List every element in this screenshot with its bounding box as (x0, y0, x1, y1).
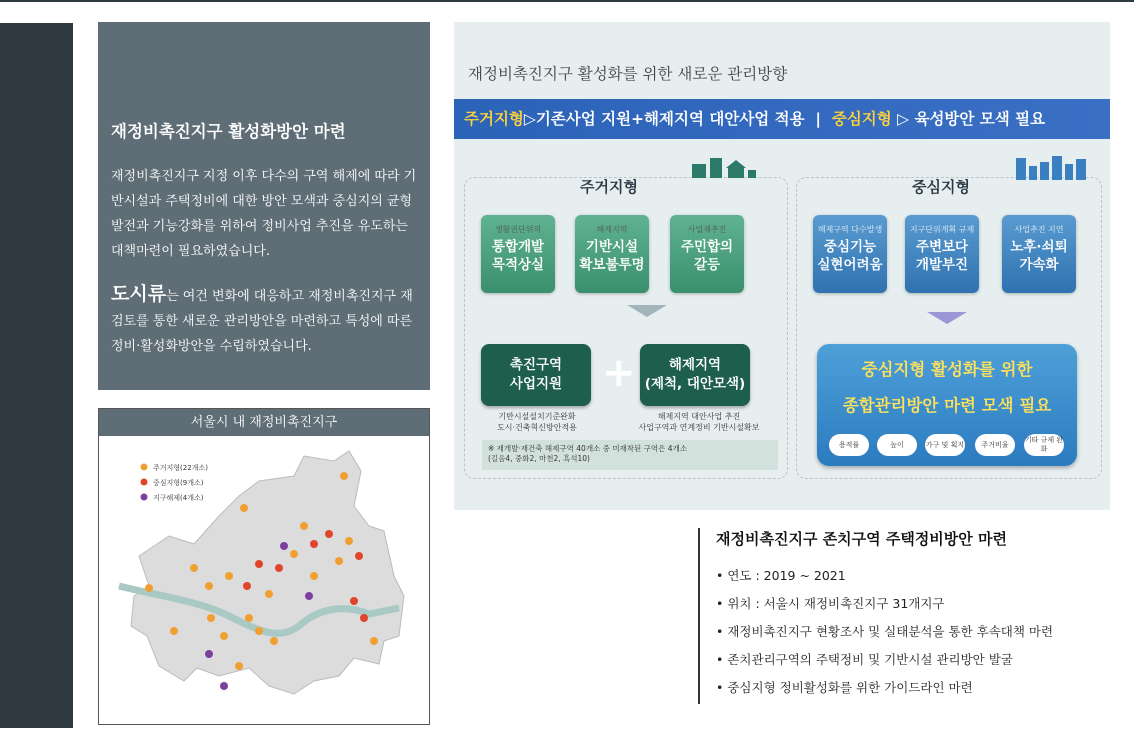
residential-note: ※ 재개발·재건축 해제구역 40개소 중 미재착된 구역은 4개소 (길음4, 중화2, 마천2, 흑석10) (482, 440, 778, 470)
banner-central-desc: ▷ 육성방안 모색 필요 (897, 110, 1046, 128)
released-area-subtext: 해제지역 대안사업 추진 사업구역과 연계정비 기반시설확보 (638, 412, 760, 432)
intro-paragraph-2 (111, 282, 418, 359)
housing-plan-section (698, 528, 1118, 704)
top-rule (0, 0, 1134, 2)
pill-residential-ratio: 주거비율 (975, 434, 1015, 456)
central-down-arrow (927, 312, 967, 324)
intro-panel (98, 22, 430, 390)
diagram-banner (454, 99, 1110, 139)
section2-title: 재정비촉진지구 존치구역 주택정비방안 마련 (716, 530, 1007, 548)
seoul-district-map (99, 436, 429, 724)
list-item: • 존치관리구역의 주택정비 및 기반시설 관리방안 발굴 (716, 646, 1118, 674)
residential-card-2: 해제지역 기반시설 확보불투명 (575, 215, 649, 293)
residential-label: 주거지형 (580, 178, 638, 196)
list-item: • 연도 : 2019 ~ 2021 (716, 562, 1118, 590)
pill-height: 높이 (877, 434, 917, 456)
pill-far: 용적률 (829, 434, 869, 456)
central-label: 중심지형 (912, 178, 970, 196)
residential-card-3: 사업재추진 주민합의 갈등 (670, 215, 744, 293)
plus-icon: + (602, 350, 636, 396)
intro-title: 재정비촉진지구 활성화방안 마련 (111, 122, 346, 141)
intro-paragraph-2-text: 는 여건 변화에 대응하고 재정비촉진지구 재검토를 통한 새로운 관리방안을 마련하고 특성에 따른 정비·활성화방안을 수립하였습니다. (111, 289, 413, 354)
central-summary-box: 중심지형 활성화를 위한 종합관리방안 마련 모색 필요 용적률 높이 가구 및 획지 주거비율 기타 규제 완화 (817, 344, 1077, 466)
banner-residential-desc: ▷기존사업 지원+해제지역 대안사업 적용 (523, 110, 805, 128)
list-item: • 중심지형 정비활성화를 위한 가이드라인 마련 (716, 674, 1118, 702)
legend-dot-central (141, 479, 148, 486)
management-direction-diagram (454, 22, 1110, 510)
left-accent-bar (0, 23, 73, 728)
promotion-area-box: 촉진구역 사업지원 (481, 344, 591, 406)
list-item: • 재정비촉진지구 현황조사 및 실태분석을 통한 후속대책 마련 (716, 618, 1118, 646)
diagram-title: 재정비촉진지구 활성화를 위한 새로운 관리방향 (468, 65, 788, 83)
city-outline (131, 451, 404, 694)
residential-card-1: 생활권단위의 통합개발 목적상실 (481, 215, 555, 293)
released-area-box: 해제지역 (제척, 대안모색) (640, 344, 750, 406)
banner-central: 중심지형 (831, 110, 892, 128)
buildings-icon (1016, 154, 1088, 180)
central-card-1: 해제구역 다수발생 중심기능 실현어려움 (813, 215, 887, 293)
section2-list (716, 562, 1118, 702)
intro-paragraph-1: 재정비촉진지구 지정 이후 다수의 구역 해제에 따라 기반시설과 주택정비에 대한 방안 모색과 중심지의 균형발전과 기능강화를 위하여 정비사업 추진을 유도하는 대책마련이 필요하였습니다. (111, 169, 417, 259)
pill-other: 기타 규제 완화 (1024, 434, 1064, 456)
central-card-2: 지구단위계획 규제 주변보다 개발부진 (905, 215, 979, 293)
residential-down-arrow (627, 305, 667, 317)
central-card-3: 사업추진 지연 노후·쇠퇴 가속화 (1002, 215, 1076, 293)
brand-name: 도시류 (111, 283, 167, 305)
legend-dot-residential (141, 464, 148, 471)
promotion-area-subtext: 기반시설설치기준완화 도시·건축혁신방안적용 (497, 412, 577, 432)
pill-block-lot: 가구 및 획지 (925, 434, 965, 456)
banner-separator: | (815, 110, 822, 128)
legend-label-residential: 주거지형(22개소) (153, 464, 208, 472)
legend-dot-released (141, 494, 148, 501)
map-title: 서울시 내 재정비촉진지구 (99, 409, 429, 436)
map-legend (141, 463, 209, 502)
list-item: • 위치 : 서울시 재정비촉진지구 31개지구 (716, 590, 1118, 618)
legend-label-central: 중심지형(9개소) (153, 479, 204, 487)
banner-residential: 주거지형 (464, 110, 524, 128)
seoul-map-box (98, 408, 430, 725)
legend-label-released: 지구해제(4개소) (153, 494, 204, 502)
houses-icon (692, 156, 758, 180)
